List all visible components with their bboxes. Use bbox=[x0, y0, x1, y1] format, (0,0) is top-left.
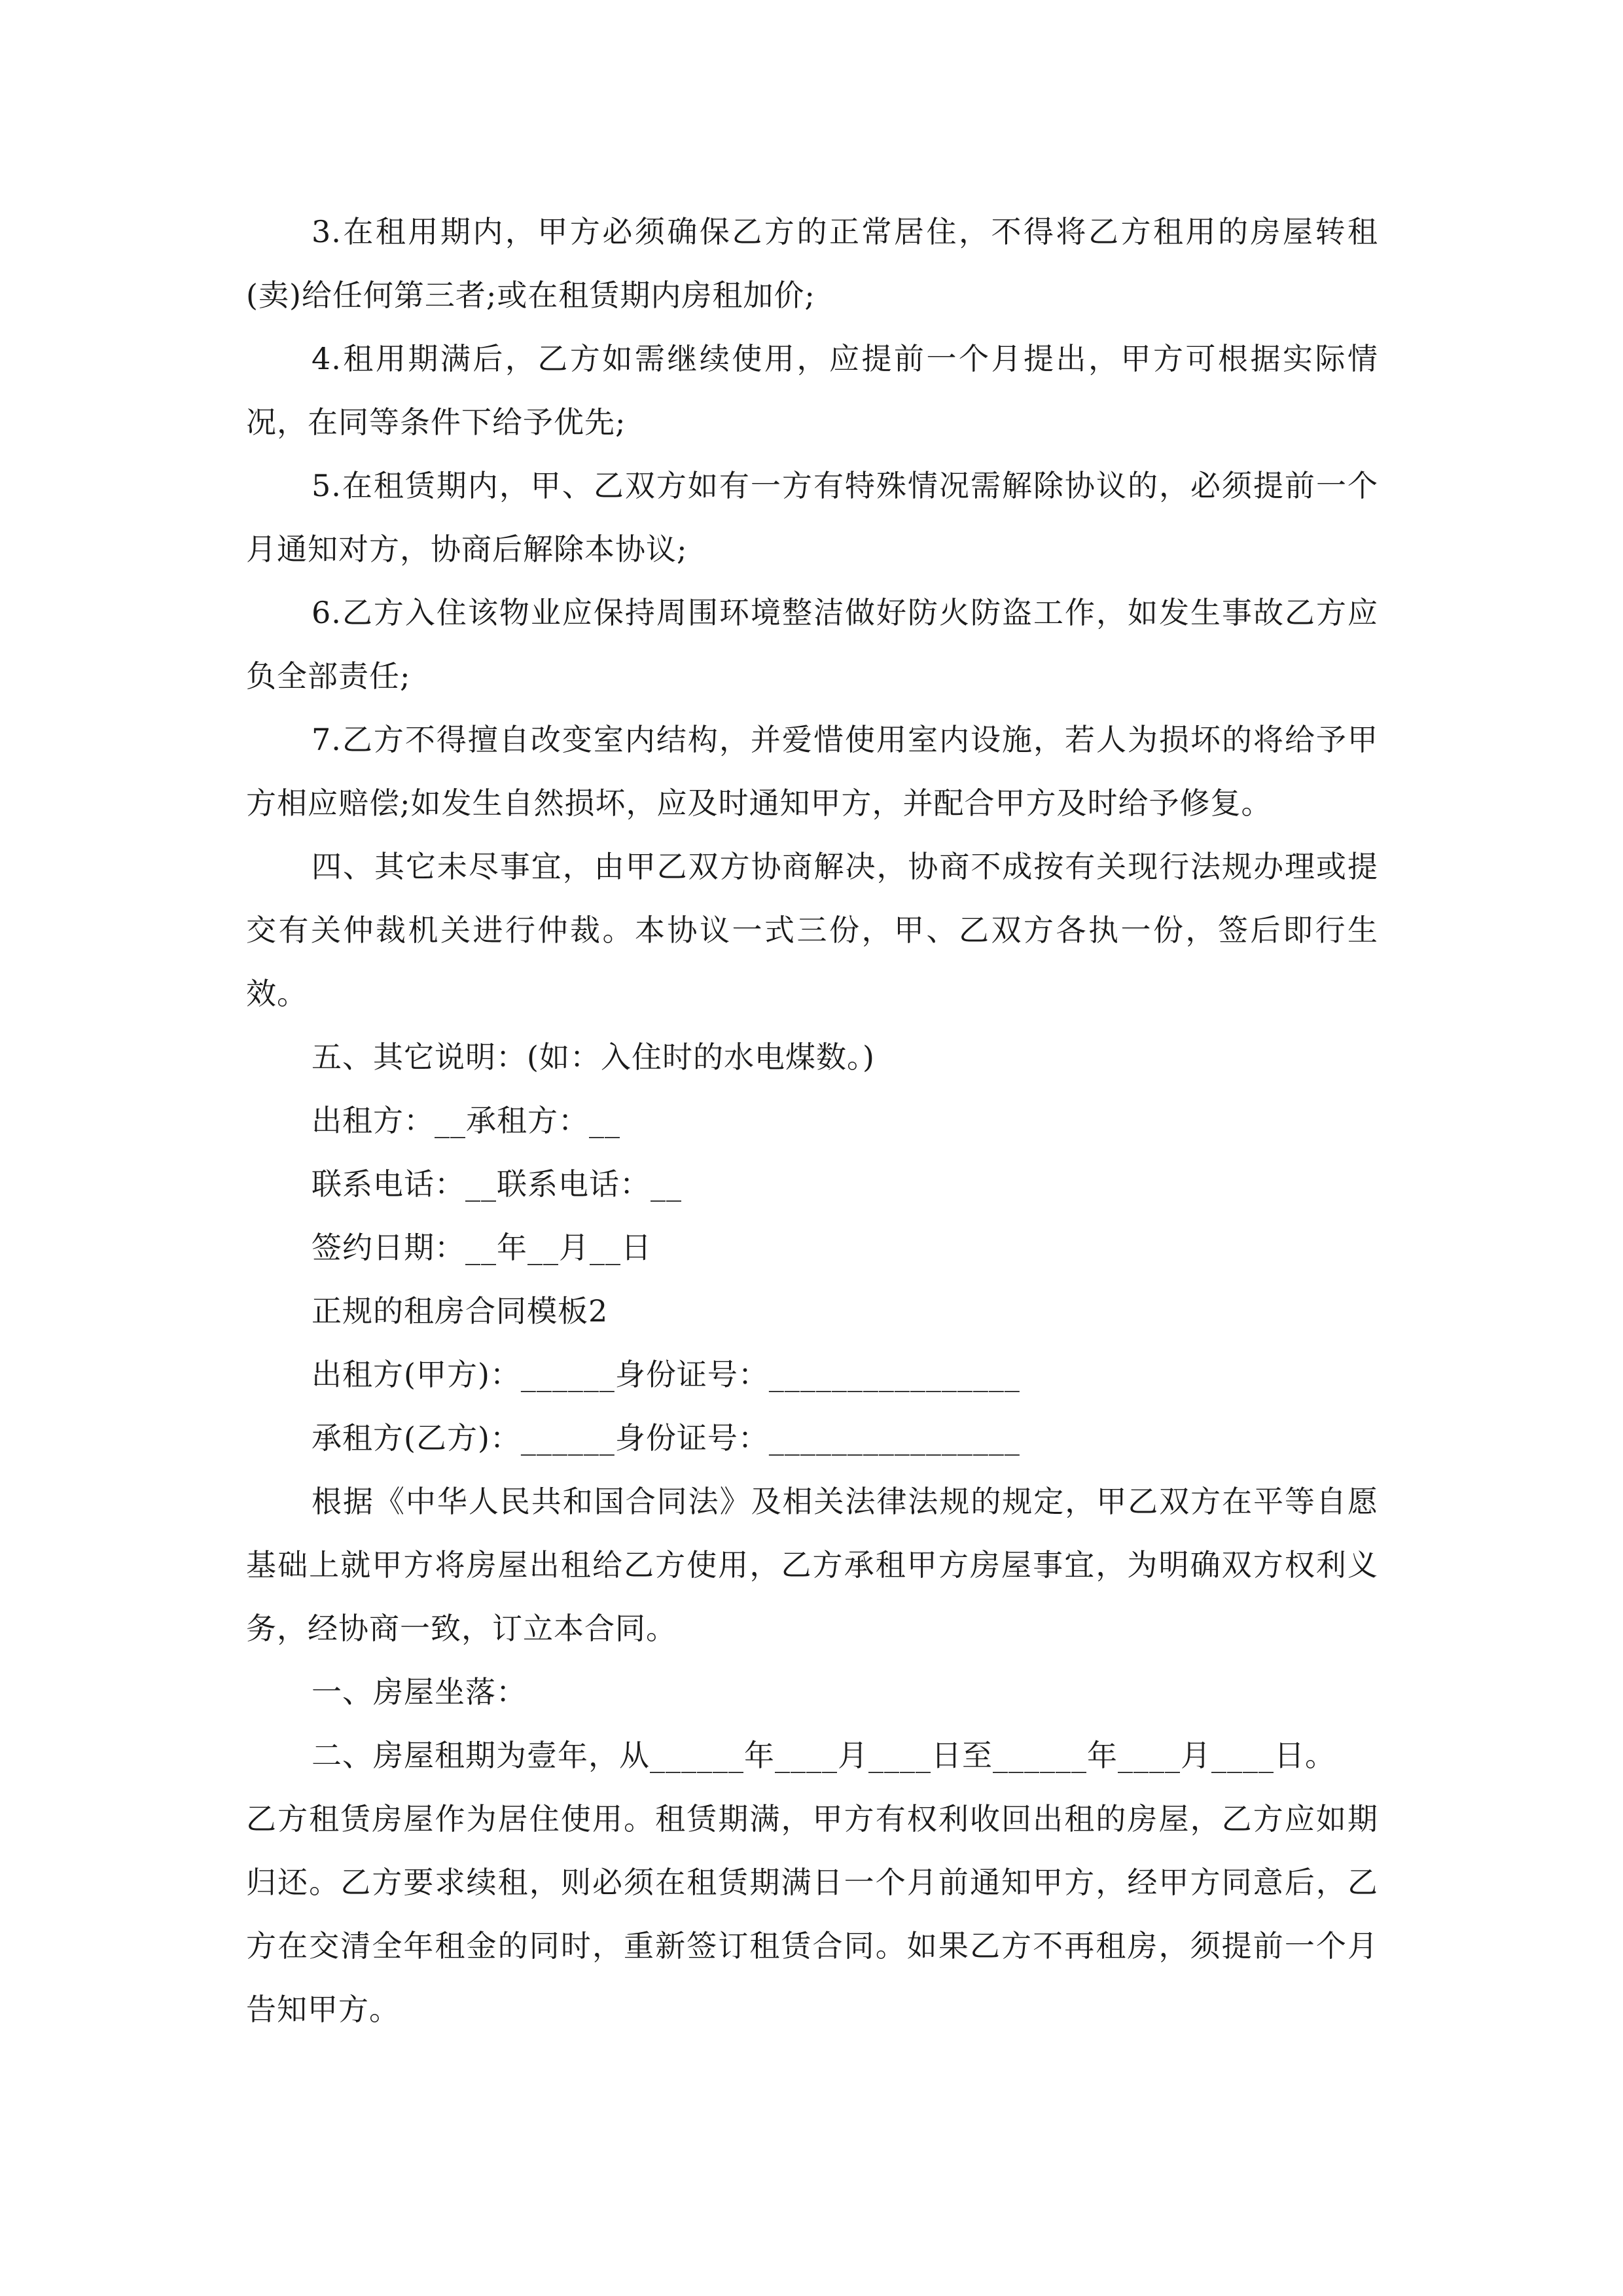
section-four: 四、其它未尽事宜，由甲乙双方协商解决，协商不成按有关现行法规办理或提交有关仲裁机关进行仲裁。本协议一式三份，甲、乙双方各执一份，签后即行生效。 bbox=[246, 849, 1378, 1011]
signature-parties: 出租方：__承租方：__ bbox=[312, 1103, 620, 1138]
clause-6: 6.乙方入住该物业应保持周围环境整洁做好防火防盗工作，如发生事故乙方应负全部责任; bbox=[246, 595, 1378, 694]
clause-5: 5.在租赁期内，甲、乙双方如有一方有特殊情况需解除协议的，必须提前一个月通知对方，协商后解除本协议; bbox=[246, 468, 1378, 567]
preamble: 根据《中华人民共和国合同法》及相关法律法规的规定，甲乙双方在平等自愿基础上就甲方将房屋出租给乙方使用，乙方承租甲方房屋事宜，为明确双方权利义务，经协商一致，订立本合同。 bbox=[246, 1484, 1378, 1646]
section-one: 一、房屋坐落： bbox=[312, 1674, 527, 1710]
section-five: 五、其它说明：(如：入住时的水电煤数。) bbox=[312, 1039, 875, 1075]
clause-7: 7.乙方不得擅自改变室内结构，并爱惜使用室内设施，若人为损坏的将给予甲方相应赔偿;如发生自然损坏，应及时通知甲方，并配合甲方及时给予修复。 bbox=[246, 722, 1378, 821]
clause-4: 4.租用期满后，乙方如需继续使用，应提前一个月提出，甲方可根据实际情况，在同等条件下给予优先; bbox=[246, 341, 1378, 440]
section-two-continued: 乙方租赁房屋作为居住使用。租赁期满，甲方有权利收回出租的房屋，乙方应如期归还。乙方要求续租，则必须在租赁期满日一个月前通知甲方，经甲方同意后，乙方在交清全年租金的同时，重新签订租赁合同。如果乙方不再租房，须提前一个月告知甲方。 bbox=[246, 1801, 1378, 2027]
landlord-line: 出租方(甲方)：______身份证号：________________ bbox=[312, 1357, 1020, 1392]
clause-3: 3.在租用期内，甲方必须确保乙方的正常居住，不得将乙方租用的房屋转租(卖)给任何第三者;或在租赁期内房租加价; bbox=[246, 214, 1378, 313]
tenant-line: 承租方(乙方)：______身份证号：________________ bbox=[312, 1420, 1020, 1456]
section-two: 二、房屋租期为壹年，从______年____月____日至______年____月____日。 bbox=[312, 1738, 1336, 1773]
signature-phones: 联系电话：__联系电话：__ bbox=[312, 1166, 682, 1202]
signature-date: 签约日期：__年__月__日 bbox=[312, 1230, 652, 1265]
template-title: 正规的租房合同模板2 bbox=[312, 1293, 609, 1329]
document-body bbox=[246, 200, 1378, 2041]
